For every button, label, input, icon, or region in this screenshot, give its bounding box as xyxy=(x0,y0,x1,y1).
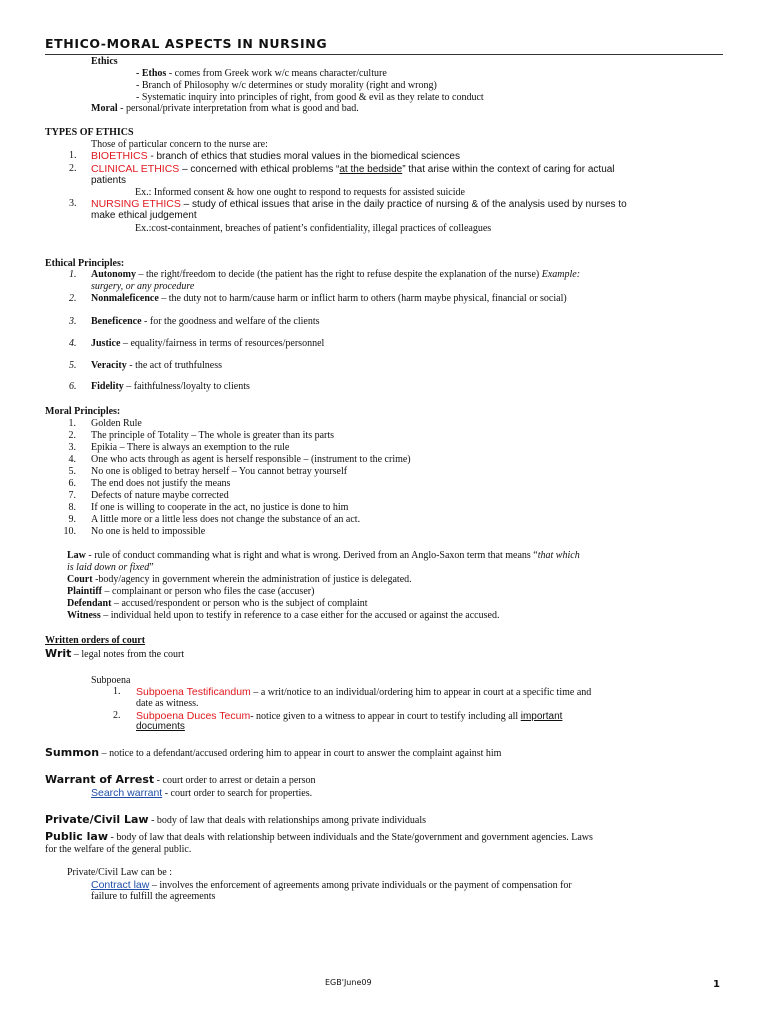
ep1-line2: surgery, or any procedure xyxy=(91,281,195,292)
clinical-term: CLINICAL ETHICS xyxy=(91,163,180,175)
sub1-term: Subpoena Testificandum xyxy=(136,686,251,698)
court-line xyxy=(67,574,412,586)
ep-justice xyxy=(91,338,324,350)
sub1-line2: date as witness. xyxy=(136,698,199,709)
ep3-def: - for the goodness and welfare of the clients xyxy=(141,316,320,327)
plaintiff-line xyxy=(67,586,314,598)
civil-canbe: Private/Civil Law can be : xyxy=(67,867,172,878)
page-number: 1 xyxy=(713,979,720,990)
ep5-def: - the act of truthfulness xyxy=(126,360,222,371)
ep2-num: 2. xyxy=(69,293,77,304)
mp6-text: The end does not justify the means xyxy=(91,478,231,489)
contract-law-link[interactable]: Contract law xyxy=(91,879,150,891)
writ-def: – legal notes from the court xyxy=(71,649,185,660)
nursing-example: Ex.:cost-containment, breaches of patient’s confidentiality, illegal practices of colleagues xyxy=(135,223,492,234)
mp9-text: A little more or a little less does not change the substance of an act. xyxy=(91,514,361,525)
law-term: Law xyxy=(67,550,86,561)
sub2-documents: documents xyxy=(136,721,185,732)
private-law-def: - body of law that deals with relationships among private individuals xyxy=(148,815,427,826)
ep1-ital: Example: xyxy=(541,269,581,280)
writ-term: Writ xyxy=(45,647,72,660)
nursing-def: – study of ethical issues that arise in the daily practice of nursing & of the analysis used by nurses to xyxy=(180,199,627,210)
defendant-term: Defendant xyxy=(67,598,112,609)
plaintiff-term: Plaintiff xyxy=(67,586,102,597)
search-warrant-def: - court order to search for properties. xyxy=(162,788,313,799)
nursing-term: NURSING ETHICS xyxy=(91,198,181,210)
court-term: Court xyxy=(67,574,93,585)
law-def: - rule of conduct commanding what is right and what is wrong. Derived from an Anglo-Saxon term that means “ xyxy=(85,550,538,561)
ethics-systematic: - Systematic inquiry into principles of right, from good & evil as they relate to conduct xyxy=(136,92,484,103)
ep1-def: – the right/freedom to decide (the patient has the right to refuse despite the explanation of the nurse) xyxy=(136,269,542,280)
private-law-term: Private/Civil Law xyxy=(45,813,149,826)
search-warrant-line xyxy=(91,787,312,800)
public-law-def: - body of law that deals with relationship between individuals and the State/government and government agencies. Laws xyxy=(108,832,593,843)
ep1-num: 1. xyxy=(69,269,77,280)
contract-law-line2: failure to fulfill the agreements xyxy=(91,891,216,902)
ep-beneficence xyxy=(91,316,320,328)
sub1-def: – a writ/notice to an individual/ordering him to appear in court at a specific time and xyxy=(250,687,592,698)
witness-line xyxy=(67,610,499,622)
mp3-text: Epikia – There is always an exemption to the rule xyxy=(91,442,290,453)
mp2-text: The principle of Totality – The whole is greater than its parts xyxy=(91,430,335,441)
ethos-def: - comes from Greek work w/c means character/culture xyxy=(166,68,387,79)
clinical-example: Ex.: Informed consent & how one ought to respond to requests for assisted suicide xyxy=(135,187,465,198)
title-rule xyxy=(45,54,723,55)
private-law-line xyxy=(45,814,426,827)
ethics-branch: - Branch of Philosophy w/c determines or study morality (right and wrong) xyxy=(136,80,437,91)
subpoena-testificandum xyxy=(136,686,591,699)
mp8-num: 8. xyxy=(68,502,76,513)
law-ital2: is laid down or fixed xyxy=(67,562,150,573)
nursing-line2: make ethical judgement xyxy=(91,210,197,221)
moral-principles-heading: Moral Principles: xyxy=(45,406,121,417)
warrant-def: - court order to arrest or detain a person xyxy=(154,775,316,786)
contract-law-def: – involves the enforcement of agreements among private individuals or the payment of compensation for xyxy=(149,880,572,891)
types-intro: Those of particular concern to the nurse are: xyxy=(91,139,268,150)
mp8-text: If one is willing to cooperate in the act, no justice is done to him xyxy=(91,502,349,513)
ep4-num: 4. xyxy=(69,338,77,349)
law-ital1: that which xyxy=(537,550,580,561)
ep6-def: – faithfulness/loyalty to clients xyxy=(123,381,250,392)
mp7-num: 7. xyxy=(68,490,76,501)
summon-line xyxy=(45,747,501,760)
summon-def: – notice to a defendant/accused ordering him to appear in court to answer the complaint against him xyxy=(99,748,502,759)
ethos-line xyxy=(136,68,387,80)
law-line2 xyxy=(67,562,154,574)
ethics-heading: Ethics xyxy=(91,56,118,67)
defendant-line xyxy=(67,598,368,610)
ep1-term: Autonomy xyxy=(91,269,137,280)
mp7-text: Defects of nature maybe corrected xyxy=(91,490,229,501)
clinical-def-b: ” that arise within the context of caring for actual xyxy=(402,164,615,175)
public-law-line2: for the welfare of the general public. xyxy=(45,844,192,855)
bio-num: 1. xyxy=(69,150,77,161)
clinical-bedside: at the bedside xyxy=(339,164,403,175)
sub2-num: 2. xyxy=(113,710,121,721)
mp4-text: One who acts through as agent is herself responsible – (instrument to the crime) xyxy=(91,454,411,465)
ep6-num: 6. xyxy=(69,381,77,392)
bioethics-def: - branch of ethics that studies moral values in the biomedical sciences xyxy=(147,151,460,162)
public-law-term: Public law xyxy=(45,830,109,843)
sub2-def: - notice given to a witness to appear in court to testify including all xyxy=(250,711,521,722)
warrant-line xyxy=(45,774,316,787)
ethos-term: - Ethos xyxy=(136,68,167,79)
ep3-num: 3. xyxy=(69,316,77,327)
types-heading: TYPES OF ETHICS xyxy=(45,127,134,138)
search-warrant-link[interactable]: Search warrant xyxy=(91,787,163,799)
moral-line xyxy=(91,103,359,115)
sub1-num: 1. xyxy=(113,686,121,697)
law-close: ” xyxy=(149,562,154,573)
ep-veracity xyxy=(91,360,222,372)
mp9-num: 9. xyxy=(68,514,76,525)
moral-def: - personal/private interpretation from what is good and bad. xyxy=(117,103,359,114)
nurs-num: 3. xyxy=(69,198,77,209)
bioethics-term: BIOETHICS xyxy=(91,150,148,162)
ep3-term: Beneficence xyxy=(91,316,142,327)
page-footer: EGB'June09 xyxy=(325,978,372,987)
warrant-term: Warrant of Arrest xyxy=(45,773,155,786)
witness-def: – individual held upon to testify in reference to a case either for the accused or against the accused. xyxy=(100,610,500,621)
sub2-term: Subpoena Duces Tecum xyxy=(136,710,251,722)
mp4-num: 4. xyxy=(68,454,76,465)
summon-term: Summon xyxy=(45,746,100,759)
sub2-important: important xyxy=(520,711,563,722)
ep5-num: 5. xyxy=(69,360,77,371)
subpoena-duces-tecum xyxy=(136,710,562,723)
clin-num: 2. xyxy=(69,163,77,174)
mp1-text: Golden Rule xyxy=(91,418,142,429)
court-def: -body/agency in government wherein the administration of justice is delegated. xyxy=(92,574,412,585)
court-orders-heading: Written orders of court xyxy=(45,635,146,646)
ep4-def: – equality/fairness in terms of resources/personnel xyxy=(120,338,325,349)
mp10-text: No one is held to impossible xyxy=(91,526,206,537)
clinical-line2: patients xyxy=(91,175,127,186)
ep-nonmaleficence xyxy=(91,293,567,305)
ep-autonomy xyxy=(91,269,580,281)
public-law-line xyxy=(45,831,593,844)
page-title: ETHICO-MORAL ASPECTS IN NURSING xyxy=(45,36,328,51)
mp5-num: 5. xyxy=(68,466,76,477)
mp3-num: 3. xyxy=(68,442,76,453)
bioethics-item xyxy=(91,150,460,163)
ep4-term: Justice xyxy=(91,338,121,349)
ep2-def: – the duty not to harm/cause harm or inflict harm to others (harm maybe physical, financial or social) xyxy=(158,293,567,304)
subpoena-label: Subpoena xyxy=(91,675,131,686)
mp2-num: 2. xyxy=(68,430,76,441)
mp1-num: 1. xyxy=(68,418,76,429)
ep6-term: Fidelity xyxy=(91,381,124,392)
clinical-def-a: – concerned with ethical problems “ xyxy=(179,164,340,175)
mp10-num: 10. xyxy=(63,526,76,537)
ep5-term: Veracity xyxy=(91,360,127,371)
mp6-num: 6. xyxy=(68,478,76,489)
ethical-principles-heading: Ethical Principles: xyxy=(45,258,125,269)
mp5-text: No one is obliged to betray herself – You cannot betray yourself xyxy=(91,466,348,477)
defendant-def: – accused/respondent or person who is the subject of complaint xyxy=(111,598,368,609)
writ-line xyxy=(45,648,184,661)
law-line xyxy=(67,550,580,562)
ep-fidelity xyxy=(91,381,250,393)
witness-term: Witness xyxy=(67,610,101,621)
ep2-term: Nonmaleficence xyxy=(91,293,159,304)
clinical-item xyxy=(91,163,615,176)
moral-term: Moral xyxy=(91,103,118,114)
plaintiff-def: – complainant or person who files the case (accuser) xyxy=(102,586,315,597)
